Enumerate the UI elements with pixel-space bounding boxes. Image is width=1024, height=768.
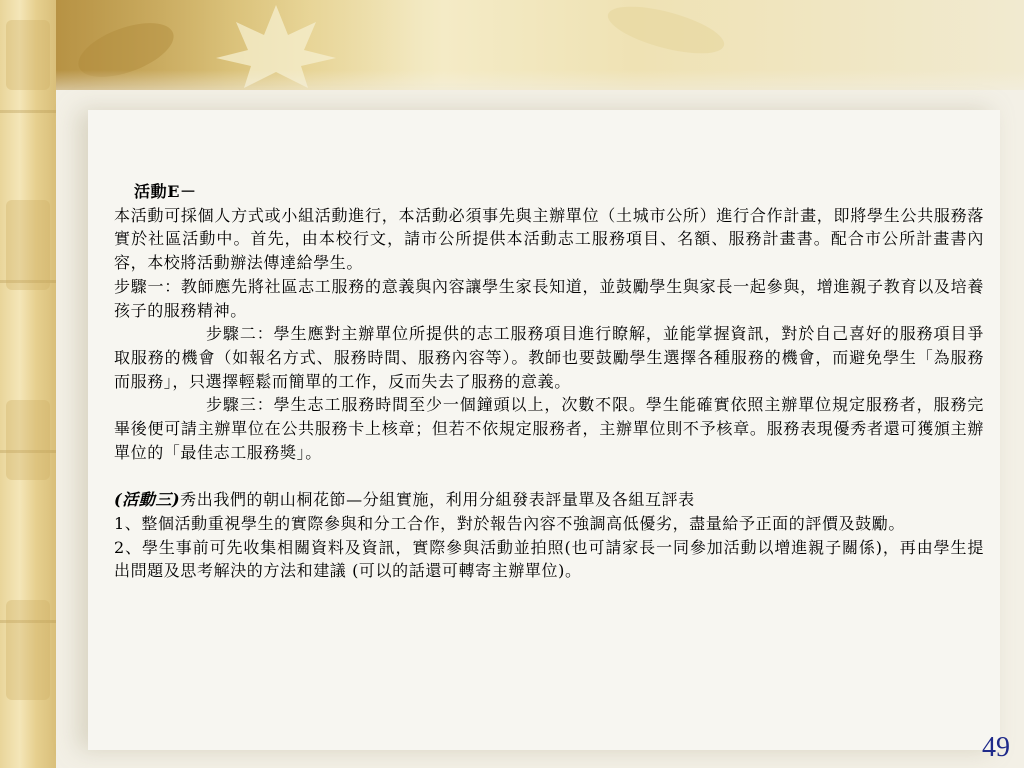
activity3-point1: 1、整個活動重視學生的實際參與和分工合作，對於報告內容不強調高低優劣，盡量給予正面的評價及鼓勵。 <box>114 513 905 533</box>
activity-title: 活動E－ <box>134 182 197 201</box>
page-number: 49 <box>982 732 1010 763</box>
spacer <box>114 464 984 488</box>
strip-patch <box>6 600 50 700</box>
strip-patch <box>6 200 50 290</box>
step2-paragraph: 步驟二：學生應對主辦單位所提供的志工服務項目進行瞭解，並能掌握資訊，對於自己喜好的服務項目爭取服務的機會（如報名方式、服務時間、服務內容等）。教師也要鼓勵學生選擇各種服務的機會，而避免學生「為服務而服務」，只選擇輕鬆而簡單的工作，反而失去了服務的意義。 <box>114 324 984 391</box>
activity3-heading <box>114 488 984 512</box>
slide-body <box>114 180 984 583</box>
strip-patch <box>6 400 50 480</box>
intro-paragraph: 本活動可採個人方式或小組活動進行，本活動必須事先與主辦單位（土城市公所）進行合作計畫，即將學生公共服務落實於社區活動中。首先，由本校行文，請市公所提供本活動志工服務項目、名額、服務計畫書。配合市公所計畫書內容，本校將活動辦法傳達給學生。 <box>114 205 984 273</box>
band-fade <box>56 70 1024 110</box>
leaf-icon <box>596 0 736 70</box>
strip-patch <box>6 20 50 90</box>
step3-paragraph: 步驟三：學生志工服務時間至少一個鐘頭以上，次數不限。學生能確實依照主辦單位規定服務者，服務完畢後便可請主辦單位在公共服務卡上核章；但若不依規定服務者，主辦單位則不予核章。服務表現優秀者還可獲頒主辦單位的「最佳志工服務獎」。 <box>114 395 984 462</box>
step1-paragraph: 步驟一：教師應先將社區志工服務的意義與內容讓學生家長知道，並鼓勵學生與家長一起參與，增進親子教育以及培養孩子的服務精神。 <box>114 276 984 320</box>
activity3-text: 秀出我們的朝山桐花節—分組實施，利用分組發表評量單及各組互評表 <box>180 490 695 510</box>
left-decorative-strip <box>0 0 56 768</box>
activity3-label: (活動三) <box>114 490 181 510</box>
activity3-point2: 2、學生事前可先收集相關資料及資訊，實際參與活動並拍照(也可請家長一同參加活動以增進親子關係)，再由學生提出問題及思考解決的方法和建議 (可以的話還可轉寄主辦單位)。 <box>114 537 984 581</box>
